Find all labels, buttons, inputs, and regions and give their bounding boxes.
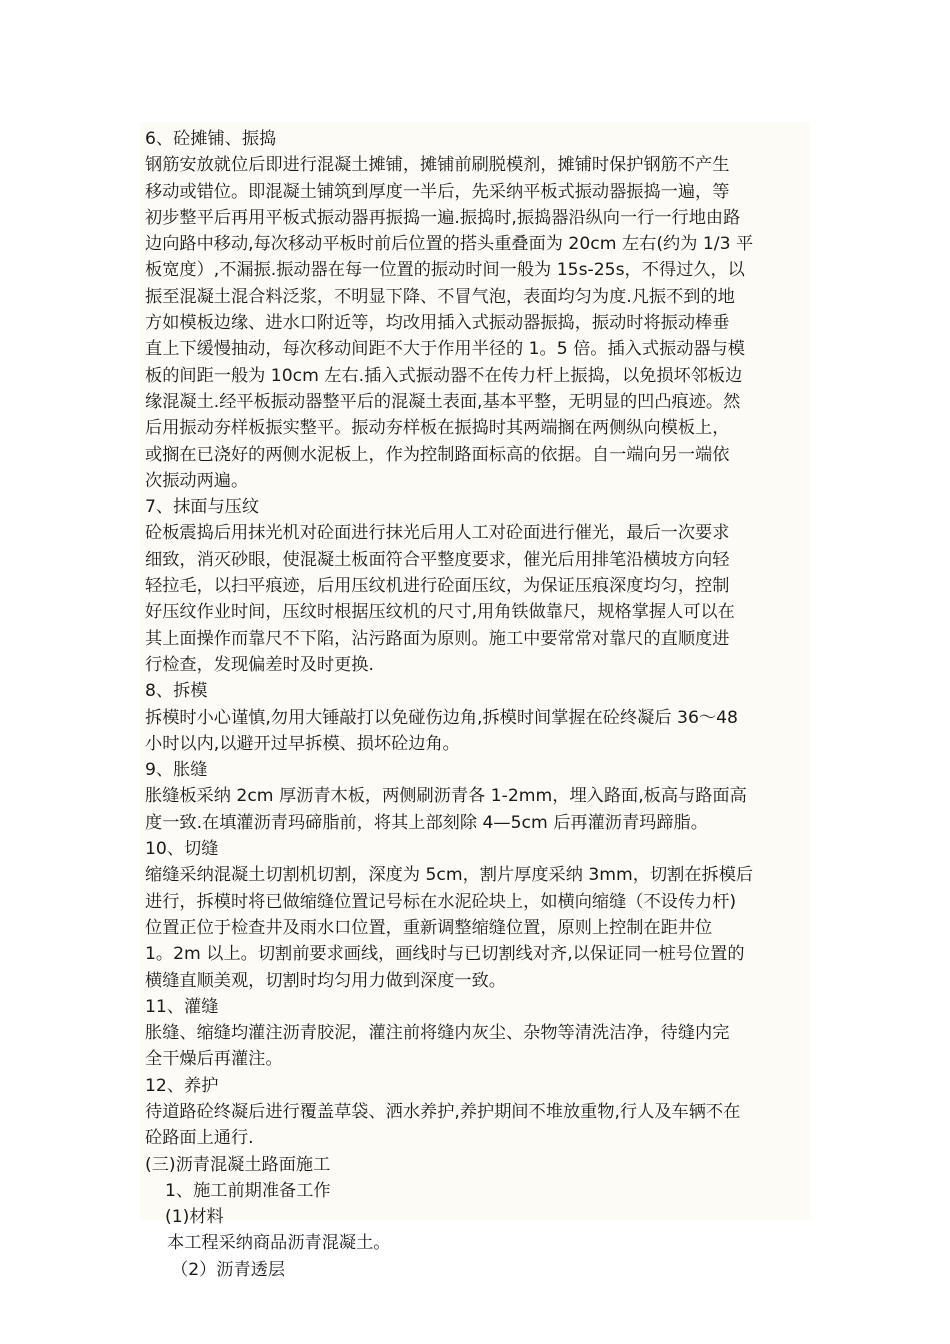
paragraph-line: 好压纹作业时间，压纹时根据压纹机的尺寸,用角铁做靠尺，规格掌握人可以在 — [145, 602, 735, 623]
paragraph-line: 全干燥后再灌注。 — [145, 1049, 283, 1070]
paragraph-line: 本工程采纳商品沥青混凝土。 — [167, 1233, 391, 1254]
paragraph-line: 待道路砼终凝后进行覆盖草袋、洒水养护,养护期间不堆放重物,行人及车辆不在 — [145, 1101, 741, 1122]
subsection-heading: (1)材料 — [165, 1207, 224, 1228]
paragraph-line: 振至混凝土混合料泛浆，不明显下降、不冒气泡，表面均匀为度.凡振不到的地 — [145, 286, 735, 307]
paragraph-line: 板宽度）,不漏振.振动器在每一位置的振动时间一般为 15s-25s，不得过久，以 — [145, 260, 745, 281]
paragraph-line: 板的间距一般为 10cm 左右.插入式振动器不在传力杆上振捣，以免损坏邻板边 — [145, 365, 743, 386]
paragraph-line: 横缝直顺美观，切割时均匀用力做到深度一致。 — [145, 970, 506, 991]
paragraph-line: 进行，拆模时将已做缩缝位置记号标在水泥砼块上，如横向缩缝（不设传力杆) — [145, 891, 737, 912]
paragraph-line: 拆模时小心谨慎,勿用大锤敲打以免碰伤边角,拆模时间掌握在砼终凝后 36～48 — [145, 707, 738, 728]
document-body — [140, 122, 810, 1280]
paragraph-line: 移动或错位。即混凝土铺筑到厚度一半后，先采纳平板式振动器振捣一遍，等 — [145, 181, 730, 202]
section-heading: 12、养护 — [145, 1075, 219, 1096]
section-heading: 10、切缝 — [145, 839, 219, 860]
paragraph-line: 胀缝、缩缝均灌注沥青胶泥，灌注前将缝内灰尘、杂物等清洗洁净，待缝内完 — [145, 1023, 730, 1044]
paragraph-line: 1。2m 以上。切割前要求画线，画线时与已切割线对齐,以保证同一桩号位置的 — [145, 944, 745, 965]
section-heading: 11、灌缝 — [145, 996, 219, 1017]
paragraph-line: 胀缝板采纳 2cm 厚沥青木板，两侧刷沥青各 1-2mm，埋入路面,板高与路面高 — [145, 786, 747, 807]
paragraph-line: 行检查，发现偏差时及时更换. — [145, 654, 374, 675]
paragraph-line: 后用振动夯样板振实整平。振动夯样板在振捣时其两端搁在两侧纵向模板上， — [145, 418, 730, 439]
section-heading: 7、抹面与压纹 — [145, 497, 260, 518]
paragraph-line: 缩缝采纳混凝土切割机切割，深度为 5cm，割片厚度采纳 3mm，切割在拆模后 — [145, 865, 754, 886]
paragraph-line: 直上下缓慢抽动，每次移动间距不大于作用半径的 1。5 倍。插入式振动器与模 — [145, 339, 745, 360]
paragraph-line: 细致，消灭砂眼，使混凝土板面符合平整度要求，催光后用排笔沿横坡方向轻 — [145, 549, 730, 570]
paragraph-line: 边向路中移动,每次移动平板时前后位置的搭头重叠面为 20cm 左右(约为 1/3 平 — [145, 234, 754, 255]
section-heading: 6、砼摊铺、振捣 — [145, 129, 277, 149]
paragraph-line: 砼板震捣后用抹光机对砼面进行抹光后用人工对砼面进行催光，最后一次要求 — [145, 523, 730, 544]
section-heading: 9、胀缝 — [145, 760, 208, 781]
paragraph-line: 小时以内,以避开过早拆模、损坏砼边角。 — [145, 733, 460, 754]
subsection-heading: （2）沥青透层 — [171, 1259, 286, 1280]
paragraph-line: 或搁在已浇好的两侧水泥板上，作为控制路面标高的依据。自一端向另一端依 — [145, 444, 730, 465]
paragraph-line: 砼路面上通行. — [145, 1128, 254, 1149]
paragraph-line: 缘混凝土.经平板振动器整平后的混凝土表面,基本平整，无明显的凹凸痕迹。然 — [145, 391, 741, 412]
paragraph-line: 位置正位于检查井及雨水口位置，重新调整缩缝位置，原则上控制在距井位 — [145, 917, 713, 938]
paragraph-line: 方如模板边缘、进水口附近等，均改用插入式振动器振捣，振动时将振动棒垂 — [145, 313, 730, 334]
section-heading: 8、拆模 — [145, 681, 208, 702]
paragraph-line: 初步整平后再用平板式振动器再振捣一遍.振捣时,振捣器沿纵向一行一行地由路 — [145, 207, 741, 228]
paragraph-line: 轻拉毛，以扫平痕迹，后用压纹机进行砼面压纹，为保证压痕深度均匀，控制 — [145, 576, 730, 597]
chapter-heading: (三)沥青混凝土路面施工 — [145, 1154, 331, 1175]
paragraph-line: 度一致.在填灌沥青玛碲脂前，将其上部刻除 4—5cm 后再灌沥青玛蹄脂。 — [145, 812, 708, 833]
subsection-heading: 1、施工前期准备工作 — [165, 1180, 331, 1201]
paragraph-line: 钢筋安放就位后即进行混凝土摊铺，摊铺前刷脱模剂，摊铺时保护钢筋不产生 — [145, 155, 730, 176]
paragraph-line: 其上面操作而靠尺不下陷，沾污路面为原则。施工中要常常对靠尺的直顺度进 — [145, 628, 730, 649]
paragraph-line: 次振动两遍。 — [145, 470, 249, 491]
